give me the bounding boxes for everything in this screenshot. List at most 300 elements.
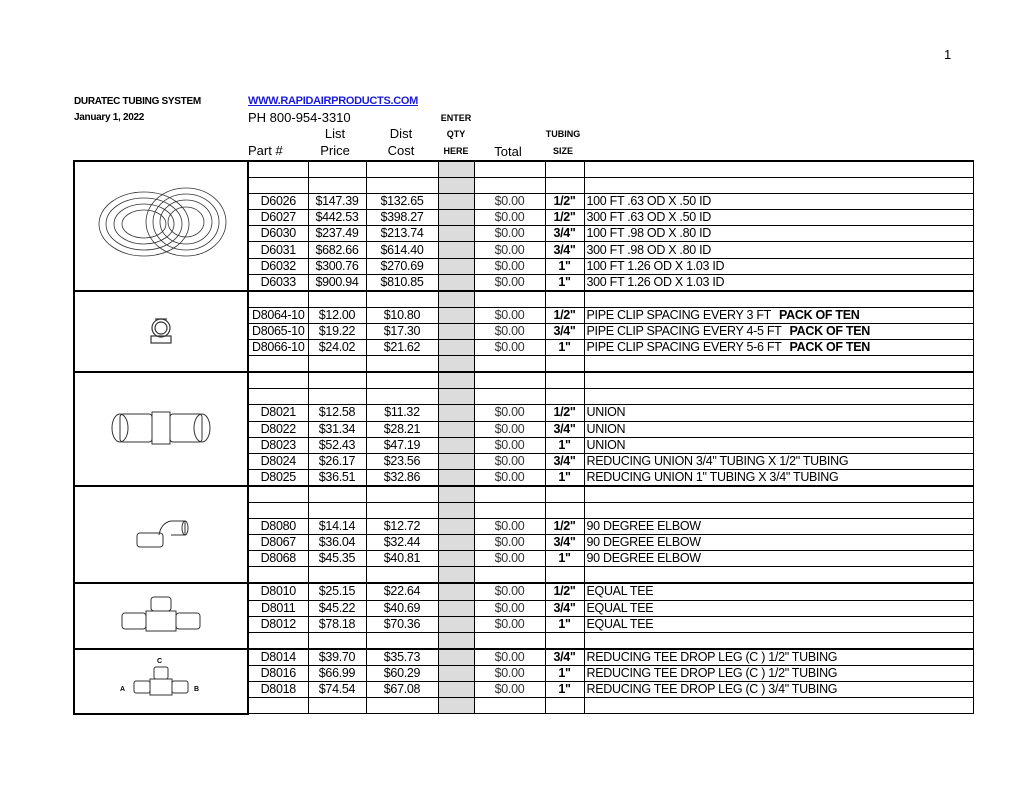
description-text: EQUAL TEE (586, 584, 654, 599)
total (474, 682, 545, 698)
description-text: 90 DEGREE ELBOW (586, 551, 701, 566)
total-text: $0.00 (494, 226, 525, 241)
total (474, 323, 545, 339)
dist-cost (366, 274, 438, 291)
part-number (248, 274, 308, 291)
description (584, 323, 973, 339)
empty-cell (366, 291, 438, 308)
part-number-text: D8080 (260, 519, 296, 534)
part-number (248, 665, 308, 681)
description (584, 421, 973, 437)
description-text: 100 FT 1.26 OD X 1.03 ID (586, 258, 725, 273)
empty-cell (545, 486, 584, 503)
total-text: $0.00 (494, 535, 525, 550)
list-price-text: $24.02 (318, 340, 356, 355)
part-number (248, 649, 308, 666)
dist-cost (366, 323, 438, 339)
part-number (248, 226, 308, 242)
part-number-text: D8010 (260, 584, 296, 599)
empty-cell (545, 632, 584, 649)
empty-cell (248, 389, 308, 405)
dist-cost (366, 616, 438, 632)
qty-input[interactable] (438, 340, 474, 356)
list-price-text: $26.17 (318, 453, 356, 468)
qty-input[interactable] (438, 372, 474, 389)
empty-cell (584, 632, 973, 649)
table-row (74, 583, 973, 600)
col-header-list-1: List (324, 126, 346, 141)
description-text: REDUCING UNION 1" TUBING X 3/4" TUBING (586, 469, 839, 484)
qty-input[interactable] (438, 437, 474, 453)
list-price (308, 665, 366, 681)
tubing-size-text: 1/2" (553, 519, 576, 534)
total-text: $0.00 (494, 210, 525, 225)
description-text: REDUCING TEE DROP LEG (C ) 1/2" TUBING (586, 649, 838, 664)
part-number-text: D8068 (260, 551, 296, 566)
description (584, 600, 973, 616)
total (474, 583, 545, 600)
part-number-text: D8021 (260, 405, 296, 420)
tee-label-c: C (157, 658, 162, 666)
description (584, 226, 973, 242)
pack-label: PACK OF TEN (789, 323, 871, 338)
description-text: REDUCING UNION 3/4" TUBING X 1/2" TUBING (586, 453, 849, 468)
qty-input[interactable] (438, 486, 474, 503)
description-text: EQUAL TEE (586, 600, 654, 615)
list-price-text: $19.22 (318, 323, 356, 338)
qty-input[interactable] (438, 519, 474, 535)
part-number (248, 340, 308, 356)
tubing-size (545, 519, 584, 535)
part-number-text: D8011 (261, 600, 296, 615)
description (584, 437, 973, 453)
total (474, 226, 545, 242)
reducing-tee-icon (116, 659, 206, 703)
qty-input[interactable] (438, 291, 474, 308)
tubing-size (545, 649, 584, 666)
dist-cost (366, 405, 438, 421)
tubing-size (545, 437, 584, 453)
empty-cell (366, 356, 438, 373)
list-price (308, 258, 366, 274)
description-text: PIPE CLIP SPACING EVERY 4-5 FT (586, 323, 782, 338)
description-text: 90 DEGREE ELBOW (586, 519, 701, 534)
dist-cost-text: $132.65 (380, 194, 424, 209)
tubing-size (545, 242, 584, 258)
dist-cost-text: $70.36 (383, 616, 421, 631)
total-text: $0.00 (494, 584, 525, 599)
list-price (308, 551, 366, 567)
union-image (74, 372, 248, 486)
empty-cell (584, 291, 973, 308)
dist-cost (366, 682, 438, 698)
col-header-dist-2: Cost (387, 143, 415, 158)
description-text: UNION (586, 405, 626, 420)
dist-cost-text: $47.19 (383, 437, 421, 452)
union-icon (106, 439, 216, 453)
empty-cell (545, 502, 584, 518)
qty-input[interactable] (438, 698, 474, 714)
empty-cell (474, 161, 545, 178)
dist-cost-text: $10.80 (383, 307, 421, 322)
empty-cell (474, 356, 545, 373)
dist-cost (366, 242, 438, 258)
qty-input[interactable] (438, 583, 474, 600)
part-number-text: D8064-10 (251, 307, 305, 322)
list-price (308, 649, 366, 666)
qty-input[interactable] (438, 242, 474, 258)
empty-cell (248, 698, 308, 714)
empty-cell (584, 698, 973, 714)
description (584, 616, 973, 632)
tubing-size (545, 616, 584, 632)
empty-cell (248, 356, 308, 373)
list-price (308, 616, 366, 632)
description (584, 307, 973, 323)
list-price (308, 210, 366, 226)
description-text: REDUCING TEE DROP LEG (C ) 3/4" TUBING (586, 682, 838, 697)
part-number-text: D6031 (260, 242, 296, 257)
empty-cell (308, 161, 366, 178)
dist-cost (366, 258, 438, 274)
empty-cell (474, 632, 545, 649)
total-text: $0.00 (494, 258, 525, 273)
qty-input[interactable] (438, 226, 474, 242)
tubing-size (545, 469, 584, 486)
tubing-size (545, 274, 584, 291)
list-price (308, 469, 366, 486)
website-link[interactable]: WWW.RAPIDAIRPRODUCTS.COM (248, 95, 419, 107)
empty-cell (366, 178, 438, 194)
total-text: $0.00 (494, 340, 525, 355)
qty-input[interactable] (438, 194, 474, 210)
tubing-size-text: 3/4" (553, 226, 576, 241)
total (474, 665, 545, 681)
part-number (248, 600, 308, 616)
empty-cell (308, 372, 366, 389)
tubing-size-text: 1" (558, 682, 571, 697)
dist-cost-text: $810.85 (380, 274, 424, 289)
tubing-size-text: 1" (558, 665, 571, 680)
part-number (248, 453, 308, 469)
dist-cost-text: $40.81 (383, 551, 421, 566)
total-text: $0.00 (494, 437, 525, 452)
total (474, 242, 545, 258)
description (584, 682, 973, 698)
part-number (248, 616, 308, 632)
empty-cell (545, 698, 584, 714)
description (584, 258, 973, 274)
description-text: 100 FT .98 OD X .80 ID (586, 226, 711, 241)
qty-input[interactable] (438, 469, 474, 486)
dist-cost (366, 307, 438, 323)
total-text: $0.00 (494, 453, 525, 468)
tubing-size (545, 535, 584, 551)
description (584, 583, 973, 600)
empty-cell (474, 486, 545, 503)
list-price-text: $45.35 (318, 551, 356, 566)
total (474, 307, 545, 323)
description (584, 519, 973, 535)
empty-cell (366, 161, 438, 178)
total-text: $0.00 (494, 194, 525, 209)
empty-cell (545, 389, 584, 405)
empty-cell (474, 389, 545, 405)
list-price (308, 519, 366, 535)
dist-cost (366, 194, 438, 210)
list-price-text: $12.58 (318, 405, 356, 420)
empty-cell (584, 389, 973, 405)
list-price (308, 437, 366, 453)
qty-input[interactable] (438, 649, 474, 666)
list-price-text: $74.54 (318, 682, 356, 697)
description-text: 300 FT 1.26 OD X 1.03 ID (586, 274, 725, 289)
dist-cost-text: $32.44 (383, 535, 421, 550)
list-price (308, 226, 366, 242)
empty-cell (545, 372, 584, 389)
empty-cell (366, 502, 438, 518)
list-price-text: $14.14 (318, 519, 356, 534)
empty-cell (545, 291, 584, 308)
qty-input[interactable] (438, 632, 474, 649)
dist-cost (366, 226, 438, 242)
total (474, 210, 545, 226)
qty-input[interactable] (438, 274, 474, 291)
description (584, 469, 973, 486)
pack-label: PACK OF TEN (789, 340, 871, 355)
col-header-part: Part # (248, 143, 283, 158)
qty-input[interactable] (438, 389, 474, 405)
tubing-size (545, 194, 584, 210)
empty-cell (474, 567, 545, 584)
part-number (248, 551, 308, 567)
description-text: UNION (586, 421, 626, 436)
dist-cost (366, 437, 438, 453)
qty-input[interactable] (438, 502, 474, 518)
tubing-size (545, 405, 584, 421)
total-text: $0.00 (494, 616, 525, 631)
empty-cell (584, 372, 973, 389)
part-number-text: D6032 (260, 258, 296, 273)
col-header-list-2: Price (320, 143, 350, 158)
dist-cost-text: $614.40 (380, 242, 424, 257)
price-table (73, 160, 974, 715)
pipe-clip-icon (141, 339, 181, 353)
qty-input[interactable] (438, 421, 474, 437)
empty-cell (248, 291, 308, 308)
empty-cell (248, 502, 308, 518)
list-price (308, 323, 366, 339)
tubing-size-text: 1/2" (553, 584, 576, 599)
list-price-text: $31.34 (318, 421, 356, 436)
qty-input[interactable] (438, 307, 474, 323)
phone-number: PH 800-954-3310 (248, 110, 351, 125)
col-header-dist-1: Dist (389, 126, 413, 141)
empty-cell (366, 567, 438, 584)
tubing-size (545, 682, 584, 698)
tubing-size-text: 1/2" (553, 210, 576, 225)
tubing-size-text: 3/4" (553, 421, 576, 436)
total (474, 535, 545, 551)
tubing-size-text: 1" (558, 469, 571, 484)
qty-input[interactable] (438, 323, 474, 339)
tubing-size-text: 1" (558, 616, 571, 631)
table-row (74, 649, 973, 666)
reducing-tee-image (74, 649, 248, 714)
description (584, 535, 973, 551)
total-text: $0.00 (494, 682, 525, 697)
description-text: PIPE CLIP SPACING EVERY 5-6 FT (586, 340, 782, 355)
total (474, 519, 545, 535)
dist-cost (366, 583, 438, 600)
elbow-image (74, 486, 248, 584)
dist-cost-text: $35.73 (383, 649, 421, 664)
empty-cell (248, 632, 308, 649)
qty-input[interactable] (438, 551, 474, 567)
col-header-size-1: TUBING (545, 129, 581, 139)
empty-cell (308, 291, 366, 308)
part-number-text: D8065-10 (251, 323, 305, 338)
tubing-size (545, 551, 584, 567)
list-price-text: $300.76 (315, 258, 359, 273)
description-text: 90 DEGREE ELBOW (586, 535, 701, 550)
pack-label: PACK OF TEN (779, 307, 860, 322)
part-number (248, 307, 308, 323)
list-price (308, 421, 366, 437)
tubing-size-text: 3/4" (553, 649, 576, 664)
list-price-text: $442.53 (315, 210, 359, 225)
empty-cell (584, 356, 973, 373)
qty-input[interactable] (438, 535, 474, 551)
total-text: $0.00 (494, 242, 525, 257)
tubing-size-text: 3/4" (553, 600, 576, 615)
total-text: $0.00 (494, 665, 525, 680)
qty-input[interactable] (438, 210, 474, 226)
description (584, 340, 973, 356)
tubing-size-text: 3/4" (553, 453, 576, 468)
dist-cost-text: $270.69 (380, 258, 424, 273)
qty-input[interactable] (438, 178, 474, 194)
list-price (308, 242, 366, 258)
total (474, 616, 545, 632)
tubing-size (545, 307, 584, 323)
col-header-size-2: SIZE (552, 146, 573, 156)
dist-cost (366, 649, 438, 666)
dist-cost (366, 665, 438, 681)
tubing-size (545, 421, 584, 437)
description (584, 405, 973, 421)
empty-cell (308, 356, 366, 373)
list-price-text: $78.18 (318, 616, 356, 631)
qty-input[interactable] (438, 356, 474, 373)
empty-cell (474, 372, 545, 389)
dist-cost (366, 469, 438, 486)
part-number (248, 583, 308, 600)
description-text: PIPE CLIP SPACING EVERY 3 FT (586, 307, 771, 322)
part-number-text: D6033 (260, 274, 296, 289)
dist-cost (366, 210, 438, 226)
list-price (308, 405, 366, 421)
empty-cell (584, 161, 973, 178)
empty-cell (308, 178, 366, 194)
total-text: $0.00 (494, 323, 525, 338)
qty-input[interactable] (438, 665, 474, 681)
total-text: $0.00 (494, 649, 525, 664)
total-text: $0.00 (494, 405, 525, 420)
dist-cost (366, 519, 438, 535)
part-number (248, 242, 308, 258)
description-text: UNION (586, 437, 626, 452)
part-number-text: D8024 (260, 453, 296, 468)
dist-cost (366, 535, 438, 551)
part-number-text: D8014 (260, 649, 296, 664)
tubing-size (545, 210, 584, 226)
list-price-text: $147.39 (315, 194, 359, 209)
dist-cost-text: $12.72 (383, 519, 421, 534)
part-number-text: D8018 (260, 682, 296, 697)
dist-cost-text: $21.62 (383, 340, 421, 355)
list-price-text: $45.22 (318, 600, 356, 615)
total (474, 340, 545, 356)
total (474, 194, 545, 210)
tubing-size-text: 1" (558, 340, 571, 355)
total (474, 437, 545, 453)
total (474, 600, 545, 616)
qty-input[interactable] (438, 600, 474, 616)
qty-input[interactable] (438, 453, 474, 469)
dist-cost-text: $60.29 (383, 665, 421, 680)
empty-cell (308, 486, 366, 503)
tubing-size (545, 600, 584, 616)
tubing-size-text: 1/2" (553, 307, 576, 322)
total-text: $0.00 (494, 274, 525, 289)
tubing-size-text: 1" (558, 551, 571, 566)
part-number-text: D6026 (260, 194, 296, 209)
qty-input[interactable] (438, 567, 474, 584)
dist-cost (366, 551, 438, 567)
part-number-text: D8067 (260, 535, 296, 550)
qty-input[interactable] (438, 682, 474, 698)
equal-tee-image (74, 583, 248, 648)
empty-cell (474, 291, 545, 308)
empty-cell (545, 178, 584, 194)
tubing-size-text: 1" (558, 258, 571, 273)
empty-cell (248, 178, 308, 194)
list-price-text: $52.43 (318, 437, 356, 452)
list-price (308, 682, 366, 698)
dist-cost (366, 453, 438, 469)
dist-cost-text: $398.27 (380, 210, 424, 225)
total-text: $0.00 (494, 600, 525, 615)
empty-cell (308, 698, 366, 714)
qty-input[interactable] (438, 161, 474, 178)
list-price-text: $12.00 (318, 307, 356, 322)
tubing-size (545, 453, 584, 469)
description (584, 649, 973, 666)
list-price-text: $66.99 (318, 665, 356, 680)
qty-input[interactable] (438, 258, 474, 274)
qty-input[interactable] (438, 405, 474, 421)
empty-cell (366, 698, 438, 714)
empty-cell (584, 486, 973, 503)
list-price-text: $39.70 (318, 649, 356, 664)
total (474, 405, 545, 421)
description (584, 274, 973, 291)
list-price (308, 600, 366, 616)
part-number (248, 405, 308, 421)
qty-input[interactable] (438, 616, 474, 632)
tubing-coil-image (74, 161, 248, 291)
